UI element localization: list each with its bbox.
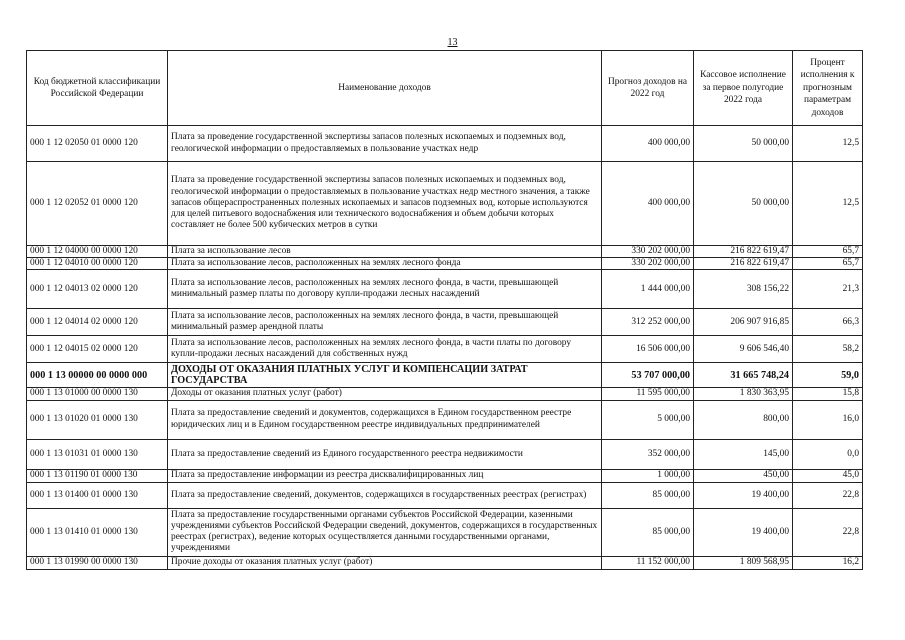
name-cell: Плата за использование лесов, расположенных на землях лесного фонда, в части, превышающей минимальный размер платы по договору купли-продажи лесных насаждений [168,270,602,309]
name-cell: ДОХОДЫ ОТ ОКАЗАНИЯ ПЛАТНЫХ УСЛУГ И КОМПЕНСАЦИИ ЗАТРАТ ГОСУДАРСТВА [168,363,602,388]
table-body [27,126,863,570]
execution-cell: 800,00 [694,400,793,439]
table-row [27,126,863,162]
execution-cell: 50 000,00 [694,126,793,162]
execution-cell: 31 665 748,24 [694,363,793,388]
code-cell: 000 1 12 04014 02 0000 120 [27,309,168,336]
execution-cell: 206 907 916,85 [694,309,793,336]
percent-cell: 12,5 [793,162,863,246]
table-row [27,388,863,400]
forecast-cell: 11 152 000,00 [602,556,694,569]
table-row [27,363,863,388]
forecast-cell: 5 000,00 [602,400,694,439]
forecast-cell: 85 000,00 [602,508,694,556]
execution-cell: 50 000,00 [694,162,793,246]
percent-cell: 12,5 [793,126,863,162]
name-cell: Плата за предоставление сведений и документов, содержащихся в Едином государственном реестре юридических лиц и в Едином государственном реестре индивидуальных предпринимателей [168,400,602,439]
percent-cell: 45,0 [793,469,863,482]
code-cell: 000 1 13 01000 00 0000 130 [27,388,168,400]
name-cell: Плата за предоставление государственными органами субъектов Российской Федерации, казенными учреждениями субъектов Российской Федерации сведений, документов, содержащихся в государственных реестрах (регистрах), ведение которых осуществляется данными государственными органами, учреждениями [168,508,602,556]
execution-cell: 1 830 363,95 [694,388,793,400]
name-cell: Плата за использование лесов, расположенных на землях лесного фонда, в части, превышающей минимальный размер арендной платы [168,309,602,336]
table-row [27,162,863,246]
execution-cell: 450,00 [694,469,793,482]
execution-cell: 308 156,22 [694,270,793,309]
code-cell: 000 1 12 04010 00 0000 120 [27,258,168,270]
name-cell: Плата за предоставление информации из реестра дисквалифицированных лиц [168,469,602,482]
table-row [27,469,863,482]
forecast-cell: 53 707 000,00 [602,363,694,388]
forecast-cell: 400 000,00 [602,126,694,162]
forecast-cell: 11 595 000,00 [602,388,694,400]
execution-cell: 19 400,00 [694,508,793,556]
name-cell: Плата за использование лесов, расположенных на землях лесного фонда, в части платы по договору купли-продажи лесных насаждений для собственных нужд [168,336,602,363]
name-cell: Плата за проведение государственной экспертизы запасов полезных ископаемых и подземных вод, геологической информации о предоставляемых в пользование участках недр местного значения, а также запасов общераспространенных полезных ископаемых и запасов подземных вод, которые используются для целей питьевого водоснабжения или технического водоснабжения и объем добычи которых составляет не более 500 кубических метров в сутки [168,162,602,246]
code-cell: 000 1 13 01020 01 0000 130 [27,400,168,439]
page-number: 13 [447,37,458,48]
table-row [27,258,863,270]
code-cell: 000 1 13 01190 01 0000 130 [27,469,168,482]
forecast-cell: 330 202 000,00 [602,246,694,258]
forecast-cell: 312 252 000,00 [602,309,694,336]
table-row [27,556,863,569]
table-row [27,508,863,556]
percent-cell: 0,0 [793,439,863,469]
code-cell: 000 1 12 04015 02 0000 120 [27,336,168,363]
forecast-cell: 16 506 000,00 [602,336,694,363]
forecast-cell: 1 444 000,00 [602,270,694,309]
name-cell: Прочие доходы от оказания платных услуг (работ) [168,556,602,569]
header-name: Наименование доходов [168,51,602,126]
code-cell: 000 1 12 04000 00 0000 120 [27,246,168,258]
forecast-cell: 1 000,00 [602,469,694,482]
execution-cell: 1 809 568,95 [694,556,793,569]
header-code: Код бюджетной классификации Российской Федерации [27,51,168,126]
table-row [27,270,863,309]
table-row [27,482,863,508]
percent-cell: 15,8 [793,388,863,400]
percent-cell: 16,0 [793,400,863,439]
table-row [27,246,863,258]
code-cell: 000 1 13 01031 01 0000 130 [27,439,168,469]
execution-cell: 19 400,00 [694,482,793,508]
code-cell: 000 1 13 00000 00 0000 000 [27,363,168,388]
name-cell: Плата за предоставление сведений из Единого государственного реестра недвижимости [168,439,602,469]
table-header-row [27,51,863,126]
forecast-cell: 352 000,00 [602,439,694,469]
header-execution: Кассовое исполнение за первое полугодие 2022 года [694,51,793,126]
code-cell: 000 1 12 04013 02 0000 120 [27,270,168,309]
name-cell: Плата за проведение государственной экспертизы запасов полезных ископаемых и подземных вод, геологической информации о предоставляемых в пользование участках недр [168,126,602,162]
header-forecast: Прогноз доходов на 2022 год [602,51,694,126]
execution-cell: 216 822 619,47 [694,258,793,270]
name-cell: Плата за использование лесов [168,246,602,258]
table-row [27,336,863,363]
header-percent: Процент исполнения к прогнозным параметрам доходов [793,51,863,126]
table-row [27,400,863,439]
percent-cell: 58,2 [793,336,863,363]
table-row [27,309,863,336]
percent-cell: 59,0 [793,363,863,388]
percent-cell: 22,8 [793,508,863,556]
execution-cell: 145,00 [694,439,793,469]
table-row [27,439,863,469]
percent-cell: 22,8 [793,482,863,508]
execution-cell: 216 822 619,47 [694,246,793,258]
code-cell: 000 1 13 01400 01 0000 130 [27,482,168,508]
name-cell: Доходы от оказания платных услуг (работ) [168,388,602,400]
percent-cell: 21,3 [793,270,863,309]
forecast-cell: 400 000,00 [602,162,694,246]
percent-cell: 65,7 [793,246,863,258]
code-cell: 000 1 12 02050 01 0000 120 [27,126,168,162]
percent-cell: 65,7 [793,258,863,270]
name-cell: Плата за предоставление сведений, документов, содержащихся в государственных реестрах (регистрах) [168,482,602,508]
percent-cell: 66,3 [793,309,863,336]
name-cell: Плата за использование лесов, расположенных на землях лесного фонда [168,258,602,270]
code-cell: 000 1 13 01990 00 0000 130 [27,556,168,569]
percent-cell: 16,2 [793,556,863,569]
code-cell: 000 1 13 01410 01 0000 130 [27,508,168,556]
execution-cell: 9 606 546,40 [694,336,793,363]
revenue-table [26,50,863,570]
forecast-cell: 330 202 000,00 [602,258,694,270]
forecast-cell: 85 000,00 [602,482,694,508]
code-cell: 000 1 12 02052 01 0000 120 [27,162,168,246]
